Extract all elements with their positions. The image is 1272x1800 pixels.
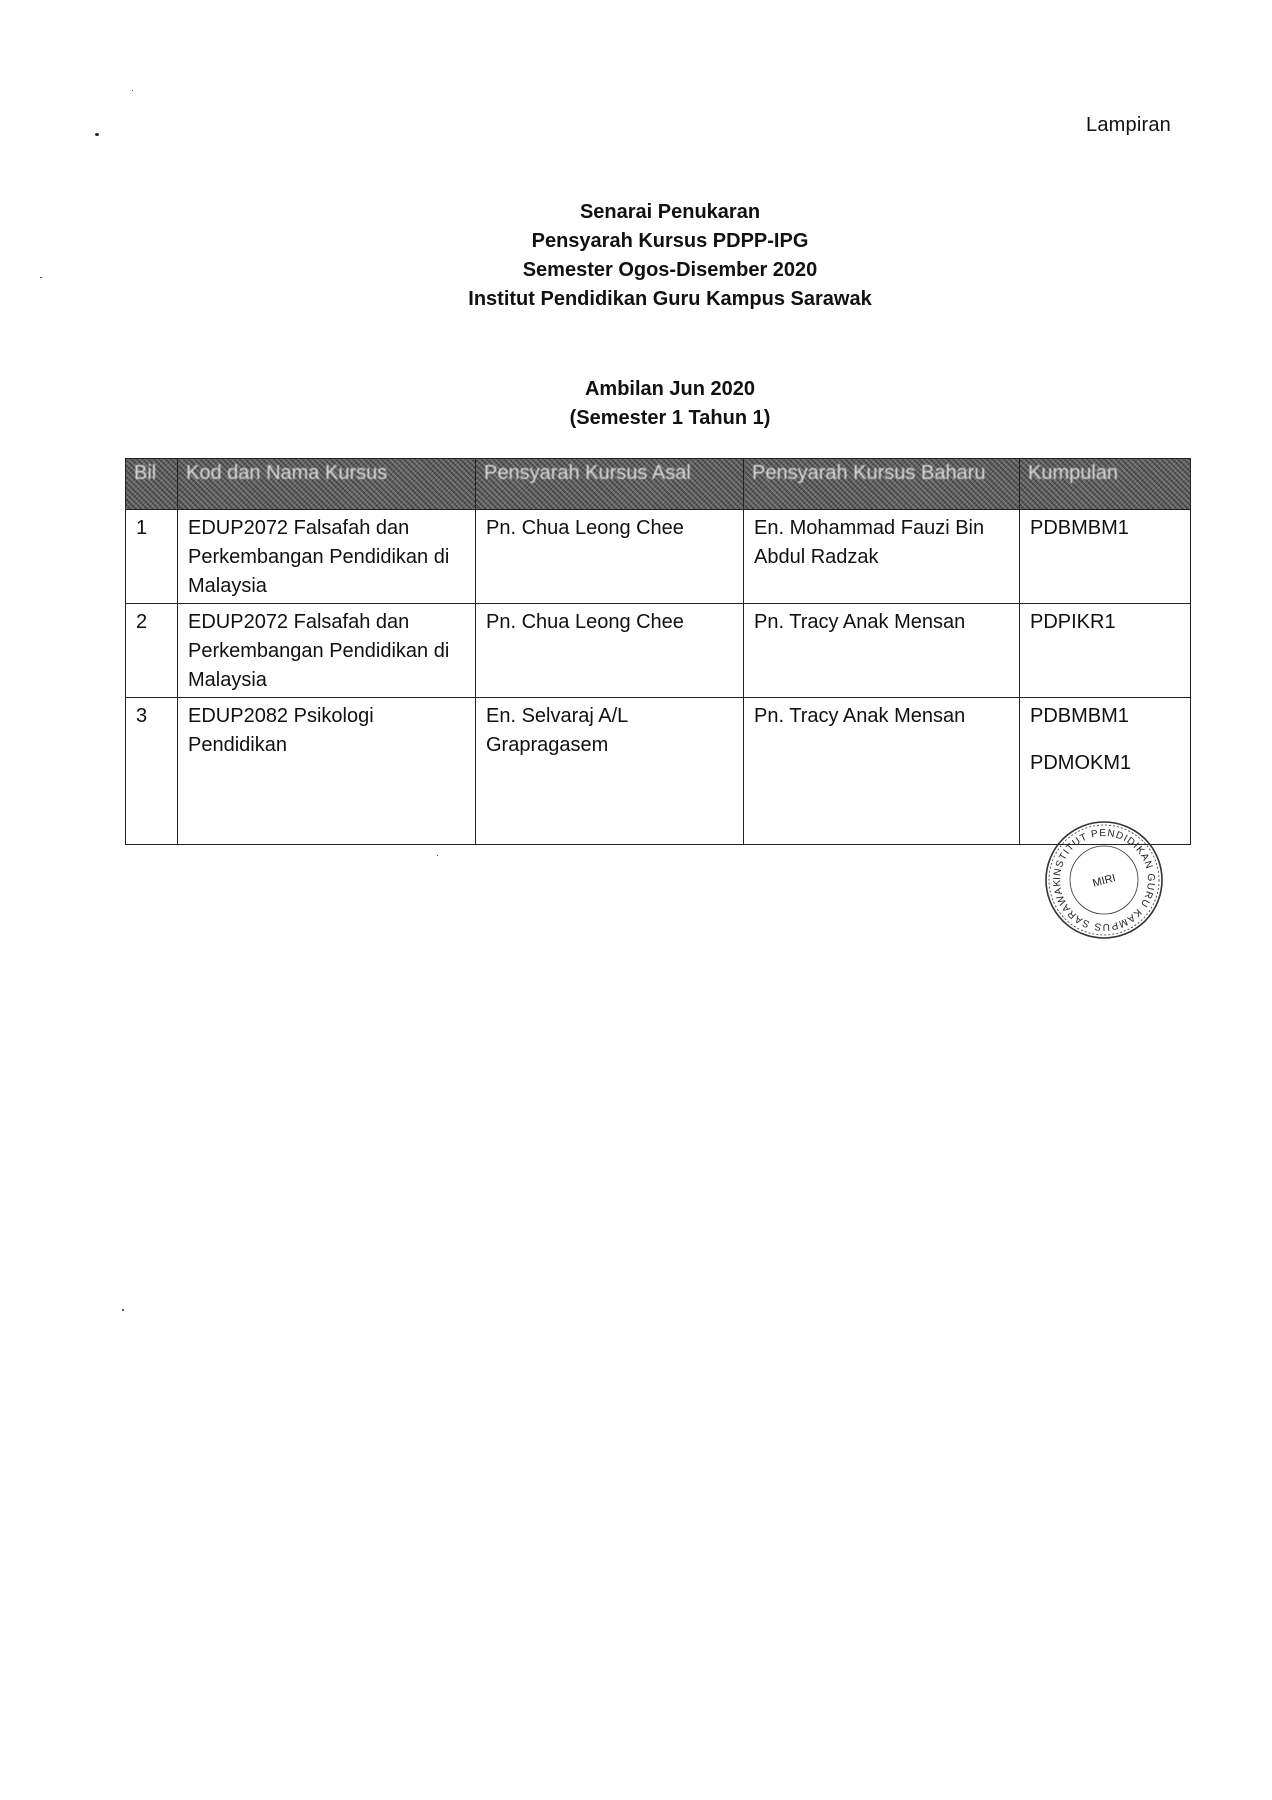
kumpulan-code: PDPIKR1 xyxy=(1030,611,1116,633)
header-pensyarah-asal: Pensyarah Kursus Asal xyxy=(476,459,744,510)
title-line-1: Senarai Penukaran xyxy=(579,201,761,223)
kumpulan-code: PDBMBM1 xyxy=(1030,705,1129,727)
header-bil: Bil xyxy=(126,459,178,510)
cell-bil: 3 xyxy=(126,698,178,845)
scan-speck xyxy=(40,277,42,278)
title-line-3: Semester Ogos-Disember 2020 xyxy=(522,259,818,281)
scan-speck xyxy=(437,855,438,856)
table-row xyxy=(126,510,1191,604)
table-header-row xyxy=(126,459,1191,510)
title-line-2: Pensyarah Kursus PDPP-IPG xyxy=(531,230,809,252)
subtitle-line-2: (Semester 1 Tahun 1) xyxy=(569,407,771,429)
scan-speck xyxy=(95,133,99,136)
scan-speck xyxy=(122,1309,124,1311)
cell-bil: 1 xyxy=(126,510,178,604)
lecturer-change-table xyxy=(125,458,1191,845)
cell-pensyarah-asal: En. Selvaraj A/L Grapragasem xyxy=(476,698,744,845)
lampiran-label: Lampiran xyxy=(1086,114,1171,136)
kumpulan-code: PDMOKM1 xyxy=(1030,752,1132,774)
document-title xyxy=(0,198,1272,314)
cell-bil: 2 xyxy=(126,604,178,698)
official-stamp-icon xyxy=(1042,818,1166,942)
scan-speck xyxy=(132,90,133,91)
title-line-4: Institut Pendidikan Guru Kampus Sarawak xyxy=(468,288,872,310)
header-kursus: Kod dan Nama Kursus xyxy=(178,459,476,510)
cell-kumpulan xyxy=(1020,604,1191,698)
cell-pensyarah-baharu: En. Mohammad Fauzi Bin Abdul Radzak xyxy=(744,510,1020,604)
kumpulan-code: PDBMBM1 xyxy=(1030,517,1129,539)
table-row xyxy=(126,698,1191,845)
subtitle-line-1: Ambilan Jun 2020 xyxy=(584,378,756,400)
cell-kursus: EDUP2072 Falsafah dan Perkembangan Pendidikan di Malaysia xyxy=(178,604,476,698)
cell-kumpulan xyxy=(1020,510,1191,604)
table-row xyxy=(126,604,1191,698)
cell-kursus: EDUP2072 Falsafah dan Perkembangan Pendidikan di Malaysia xyxy=(178,510,476,604)
cell-pensyarah-baharu: Pn. Tracy Anak Mensan xyxy=(744,604,1020,698)
cell-pensyarah-asal: Pn. Chua Leong Chee xyxy=(476,510,744,604)
svg-text:INSTITUT PENDIDIKAN GURU KAMPU: INSTITUT PENDIDIKAN GURU KAMPUS SARAWAK xyxy=(1051,827,1157,933)
cell-kursus: EDUP2082 Psikologi Pendidikan xyxy=(178,698,476,845)
cell-pensyarah-baharu: Pn. Tracy Anak Mensan xyxy=(744,698,1020,845)
cell-pensyarah-asal: Pn. Chua Leong Chee xyxy=(476,604,744,698)
header-pensyarah-baharu: Pensyarah Kursus Baharu xyxy=(744,459,1020,510)
header-kumpulan: Kumpulan xyxy=(1020,459,1191,510)
document-subtitle xyxy=(0,375,1272,433)
svg-text:MIRI: MIRI xyxy=(1091,872,1118,890)
